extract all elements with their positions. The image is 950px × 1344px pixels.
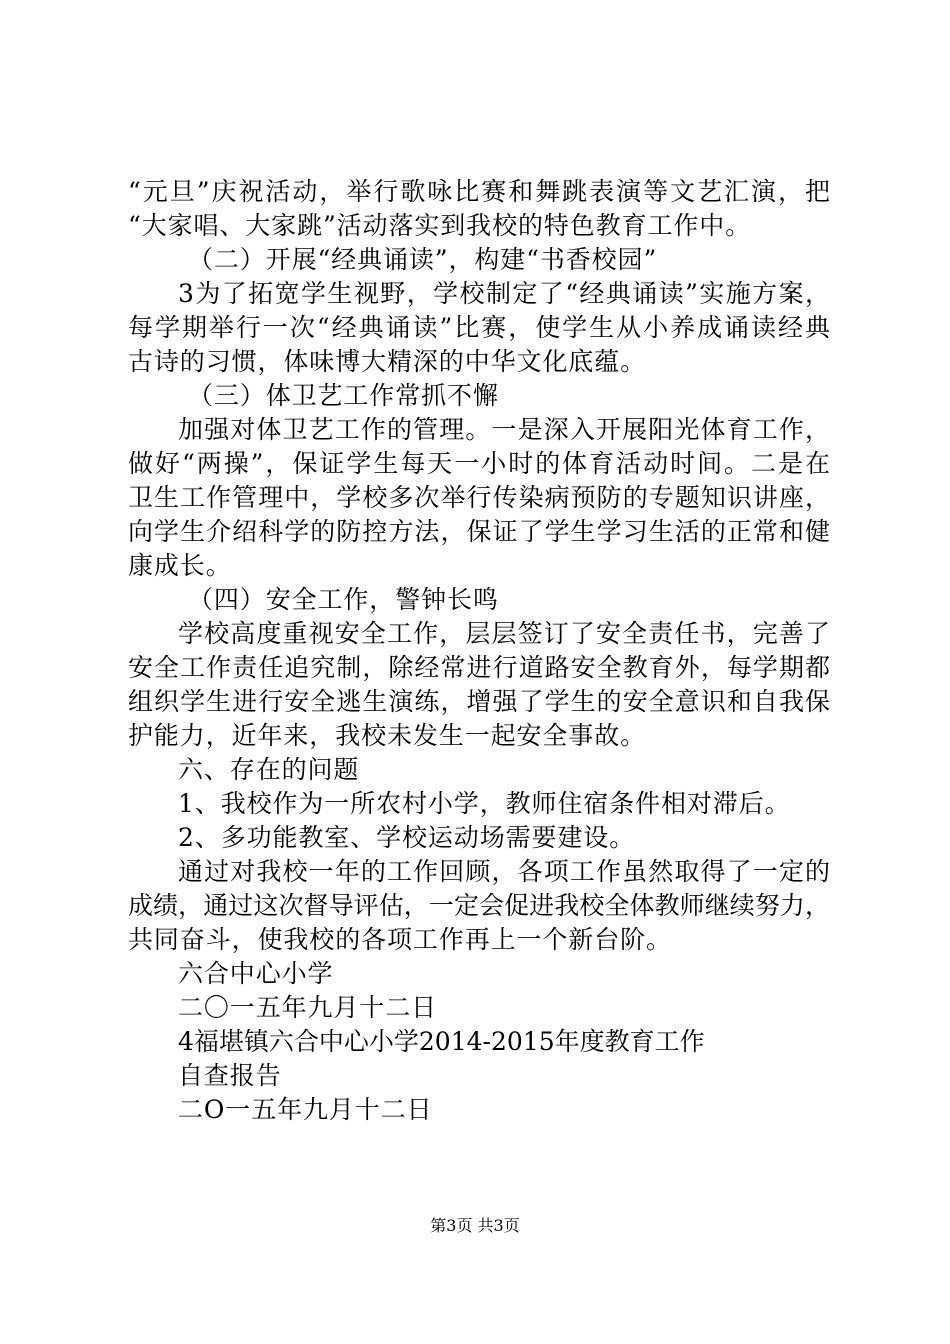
paragraph-line: 做好“两操”，保证学生每天一小时的体育活动时间。二是在 (128, 449, 830, 478)
paragraph-line: 组织学生进行安全逃生演练，增强了学生的安全意识和自我保 (128, 687, 830, 716)
paragraph-line: “元旦”庆祝活动，举行歌咏比赛和舞跳表演等文艺汇演，把 (128, 177, 830, 206)
section-heading: （四）安全工作，警钟长鸣 (188, 585, 499, 614)
paragraph-line: “大家唱、大家跳”活动落实到我校的特色教育工作中。 (128, 211, 752, 240)
paragraph-line: 共同奋斗，使我校的各项工作再上一个新台阶。 (128, 925, 672, 954)
section-heading: 六、存在的问题 (178, 755, 360, 784)
paragraph-line: 康成长。 (128, 551, 232, 580)
paragraph-line: 向学生介绍科学的防控方法，保证了学生学习生活的正常和健 (128, 517, 830, 546)
paragraph-line: 安全工作责任追究制，除经常进行道路安全教育外，每学期都 (128, 653, 830, 682)
paragraph-line: 古诗的习惯，体味博大精深的中华文化底蕴。 (128, 347, 647, 376)
signature-school: 六合中心小学 (178, 959, 334, 988)
report-subtitle: 自查报告 (178, 1061, 282, 1090)
paragraph-line: 学校高度重视安全工作，层层签订了安全责任书，完善了 (178, 619, 830, 648)
report-title: 4福堪镇六合中心小学2014-2015年度教育工作 (178, 1027, 705, 1056)
paragraph-line: 通过对我校一年的工作回顾，各项工作虽然取得了一定的 (178, 857, 830, 886)
paragraph-line: 护能力，近年来，我校未发生一起安全事故。 (128, 721, 647, 750)
report-date: 二O一五年九月十二日 (178, 1095, 433, 1124)
signature-date: 二〇一五年九月十二日 (178, 993, 438, 1022)
paragraph-line: 卫生工作管理中，学校多次举行传染病预防的专题知识讲座， (128, 483, 830, 512)
section-heading: （二）开展“经典诵读”，构建“书香校园” (188, 245, 658, 274)
list-item: 1、我校作为一所农村小学，教师住宿条件相对滞后。 (178, 789, 791, 818)
paragraph-line: 3为了拓宽学生视野，学校制定了“经典诵读”实施方案， (178, 279, 830, 308)
paragraph-line: 每学期举行一次“经典诵读”比赛，使学生从小养成诵读经典 (128, 313, 830, 342)
section-heading: （三）体卫艺工作常抓不懈 (188, 381, 499, 410)
page-number: 第3页 共3页 (430, 1216, 520, 1235)
list-item: 2、多功能教室、学校运动场需要建设。 (178, 823, 636, 852)
paragraph-line: 加强对体卫艺工作的管理。一是深入开展阳光体育工作， (178, 415, 830, 444)
paragraph-line: 成绩，通过这次督导评估，一定会促进我校全体教师继续努力， (128, 891, 830, 920)
